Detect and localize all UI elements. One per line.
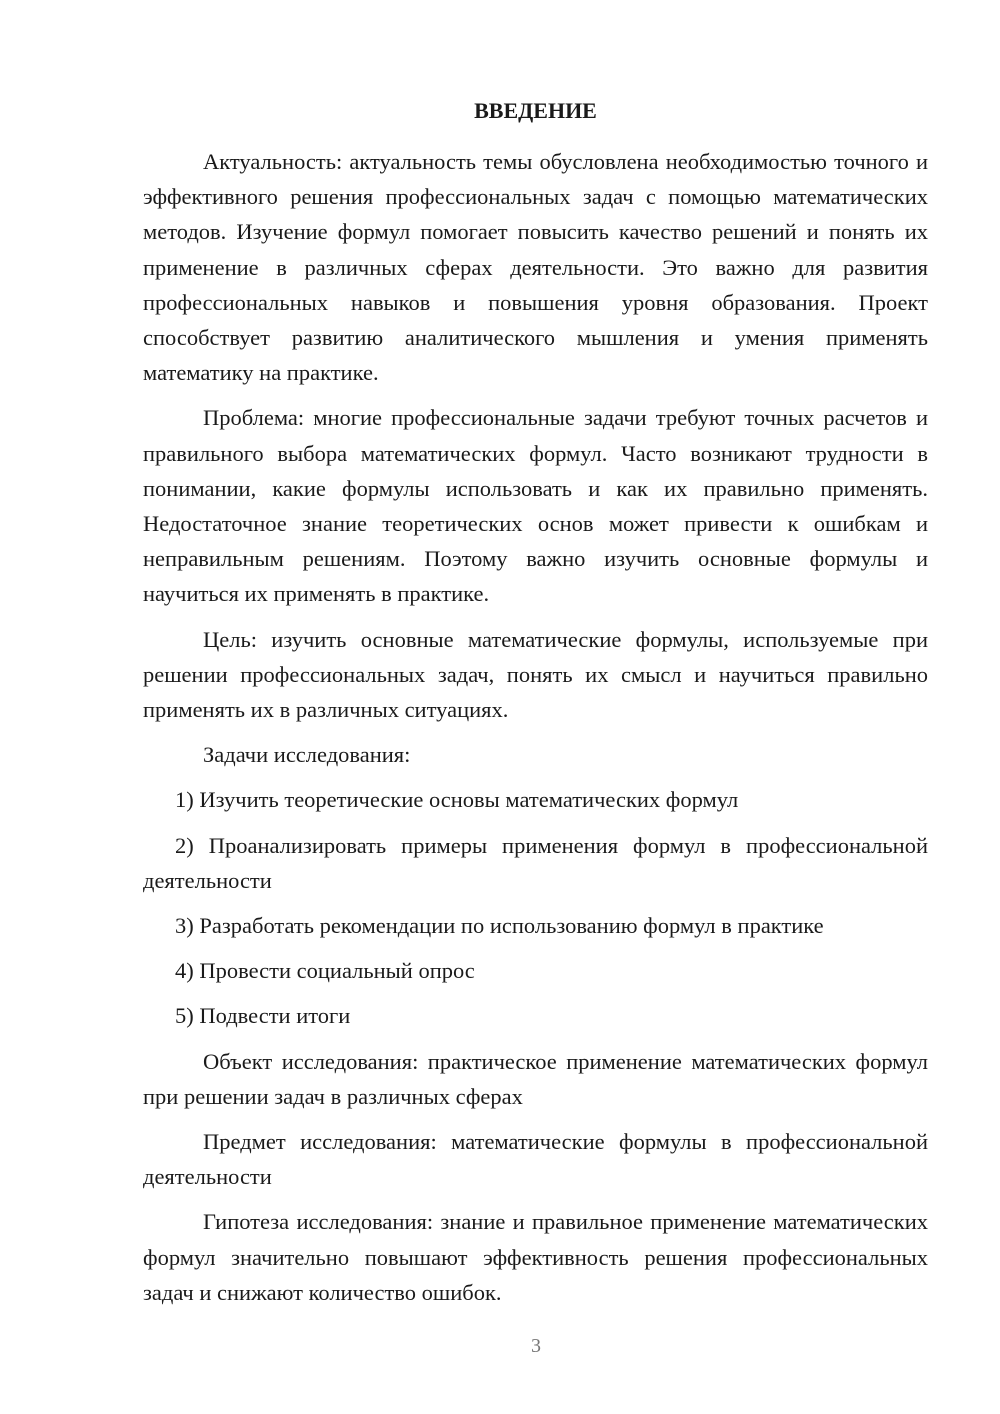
paragraph-subject: Предмет исследования: математические формулы в профессиональной деятельности [143, 1129, 928, 1190]
paragraph-problem: Проблема: многие профессиональные задачи требуют точных расчетов и правильного выбора математических формул. Часто возникают трудности в понимании, какие формулы использовать и как их правильно применять. Недостаточное знание теоретических основ может привести к ошибкам и неправильным решениям. Поэтому важно изучить основные формулы и научиться их применять в практике. [143, 405, 928, 607]
list-item: 3) Разработать рекомендации по использованию формул в практике [175, 913, 824, 939]
paragraph-relevance: Актуальность: актуальность темы обусловлена необходимостью точного и эффективного решения профессиональных задач с помощью математических методов. Изучение формул помогает повысить качество решений и понять их применение в различных сферах деятельности. Это важно для развития профессиональных навыков и повышения уровня образования. Проект способствует развитию аналитического мышления и умения применять математику на практике. [143, 149, 928, 386]
paragraph-hypothesis: Гипотеза исследования: знание и правильное применение математических формул значительно повышают эффективность решения профессиональных задач и снижают количество ошибок. [143, 1209, 928, 1305]
list-item: 1) Изучить теоретические основы математических формул [175, 787, 739, 813]
paragraph-object: Объект исследования: практическое применение математических формул при решении задач в различных сферах [143, 1048, 928, 1109]
page-heading: ВВЕДЕНИЕ [474, 98, 597, 123]
tasks-heading: Задачи исследования: [203, 742, 411, 768]
document-page [143, 95, 928, 1320]
list-item: 5) Подвести итоги [175, 1003, 351, 1029]
page-number: 3 [531, 1335, 541, 1357]
list-item: 2) Проанализировать примеры применения формул в профессиональной деятельности [143, 832, 928, 893]
tasks-list [143, 782, 928, 1033]
list-item: 4) Провести социальный опрос [175, 958, 475, 984]
paragraph-goal: Цель: изучить основные математические формулы, используемые при решении профессиональных задач, понять их смысл и научиться правильно применять их в различных ситуациях. [143, 626, 928, 723]
